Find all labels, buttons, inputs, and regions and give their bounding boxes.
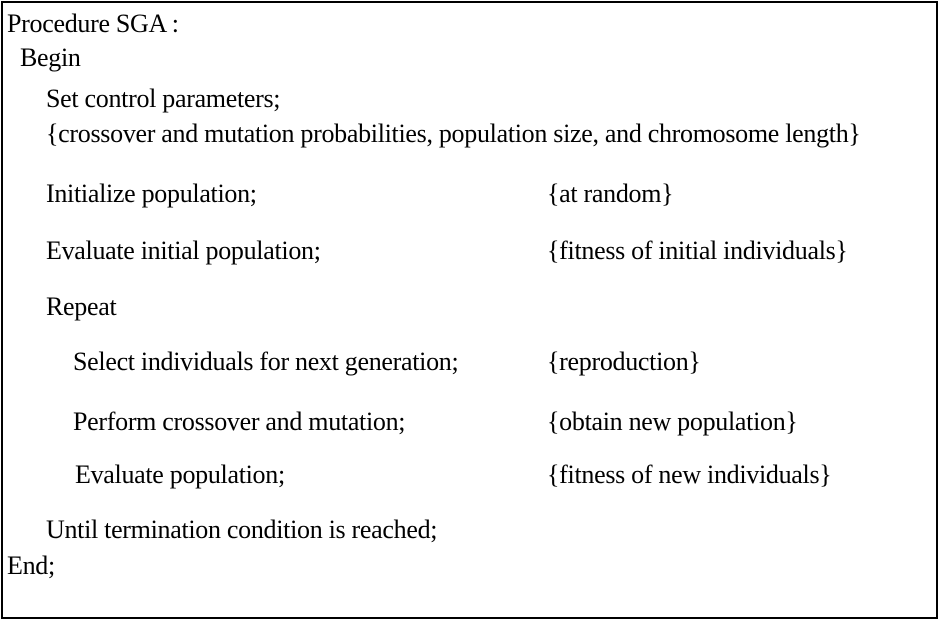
crossover-comment: {obtain new population} [547, 407, 798, 436]
set-control-parameters: Set control parameters; [46, 84, 281, 113]
evaluate-initial-population: Evaluate initial population; [46, 236, 321, 265]
evaluate-population: Evaluate population; [75, 460, 285, 489]
procedure-header: Procedure SGA : [7, 9, 179, 38]
begin-keyword: Begin [20, 43, 81, 72]
initialize-comment: {at random} [547, 179, 674, 208]
crossover-mutation: Perform crossover and mutation; [73, 407, 406, 436]
initialize-population: Initialize population; [46, 179, 257, 208]
parameters-comment: {crossover and mutation probabilities, population size, and chromosome length} [46, 119, 861, 148]
until-condition: Until termination condition is reached; [46, 515, 438, 544]
evaluate-comment: {fitness of new individuals} [547, 460, 832, 489]
evaluate-initial-comment: {fitness of initial individuals} [547, 236, 848, 265]
end-keyword: End; [7, 551, 55, 580]
select-comment: {reproduction} [547, 347, 701, 376]
select-individuals: Select individuals for next generation; [73, 347, 459, 376]
repeat-keyword: Repeat [46, 292, 117, 321]
